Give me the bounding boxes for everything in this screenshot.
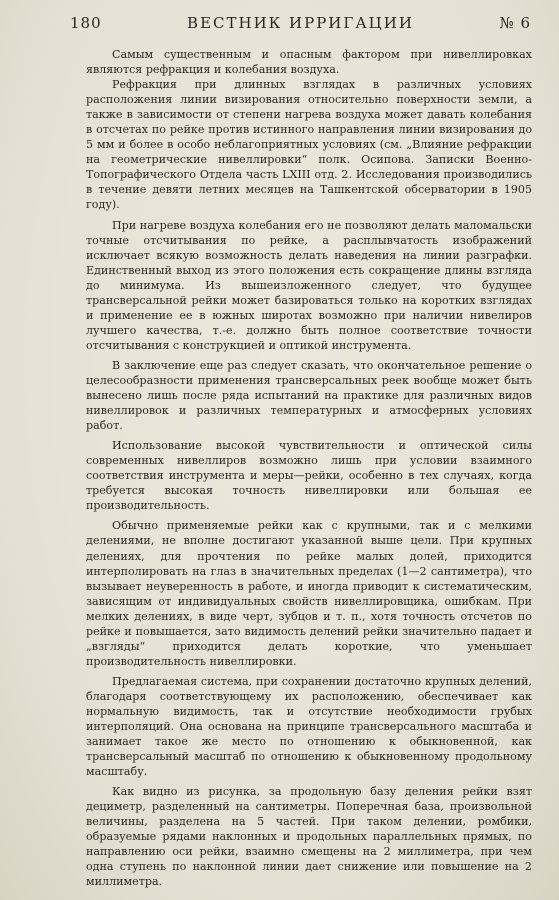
paragraph: Предлагаемая система, при сохранении достаточно крупных делений, благодаря соответствующему их расположению, обеспечивает как нормальную видимость, так и отсутствие необходимости грубых интерполяций. Она основана на принципе трансверсального масштаба и занимает такое же место по отношению к обыкновенной, как трансверсальный масштаб по отношению к обыкновенному продольному масштабу. <box>86 674 532 779</box>
paragraph: При нагреве воздуха колебания его не позволяют делать маломальски точные отсчитывания по рейке, а расплывчатость изображений исключает всякую возможность делать наведения на линии разграфки. Единственный выход из этого положения есть сокращение длины взгляда до минимума. Из вышеизложенного следует, что будущее трансверсальной рейки может базироваться только на коротких взглядах и применение ее в южных широтах возможно при наличии нивелиров лучшего качества, т.-е. должно быть полное соответствие точности отсчитывания с конструкцией и оптикой инструмента. <box>86 218 532 352</box>
page-header <box>70 14 531 38</box>
journal-title: ВЕСТНИК ИРРИГАЦИИ <box>187 14 414 32</box>
issue-number: № 6 <box>499 14 531 32</box>
paragraph: Рефракция при длинных взглядах в различных условиях расположения линии визирования относительно поверхности земли, а также в зависимости от степени нагрева воздуха может давать колебания в отсчетах по рейке против истинного направления линии визирования до 5 мм и более в особо неблагоприятных условиях (см. „Влияние рефракции на геометрические нивеллировки“ полк. Осипова. Записки Военно-Топографического Отдела часть LXIII отд. 2. Исследования производились в течение девяти летних месяцев на Ташкентской обсерватории в 1905 году). <box>86 78 532 212</box>
paragraph: Обычно применяемые рейки как с крупными, так и с мелкими делениями, не вполне достигают указанной выше цели. При крупных делениях, для прочтения по рейке малых долей, приходится интерполировать на глаз в значительных пределах (1—2 сантиметра), что вызывает неуверенность в работе, и иногда приводит к систематическим, зависящим от индивидуальных свойств нивеллировщика, ошибкам. При мелких делениях, в виде черт, зубцов и т. п., хотя точность отсчетов по рейке и повышается, зато видимость делений рейки значительно падает и „взгляды“ приходится делать короткие, что уменьшает производительность нивеллировки. <box>86 519 532 668</box>
paragraph: Как видно из рисунка, за продольную базу деления рейки взят дециметр, разделенный на сантиметры. Поперечная база, произвольной величины, разделена на 5 частей. При таком делении, ромбики, образуемые рядами наклонных и продольных параллельных прямых, по направлению оси рейки, взаимно смещены на 2 миллиметра, при чем одна ступень по наклонной линии дает снижение или повышение на 2 миллиметра. <box>86 785 532 889</box>
paragraph: Самым существенным и опасным фактором при нивеллировках являются рефракция и колебания воздуха. <box>86 48 532 77</box>
paragraph: В заключение еще раз следует сказать, что окончательное решение о целесообразности применения трансверсальных реек вообще может быть вынесено лишь после ряда испытаний на практике для различных видов нивеллировок и различных температурных и атмосферных условиях работ. <box>86 358 532 433</box>
page-number: 180 <box>70 14 102 32</box>
paragraph: Использование высокой чувствительности и оптической силы современных нивеллиров возможно лишь при условии взаимного соответствия инструмента и меры—рейки, особенно в тех случаях, когда требуется высокая точность нивеллировки или большая ее производительность. <box>86 439 532 513</box>
article-body <box>86 47 532 895</box>
